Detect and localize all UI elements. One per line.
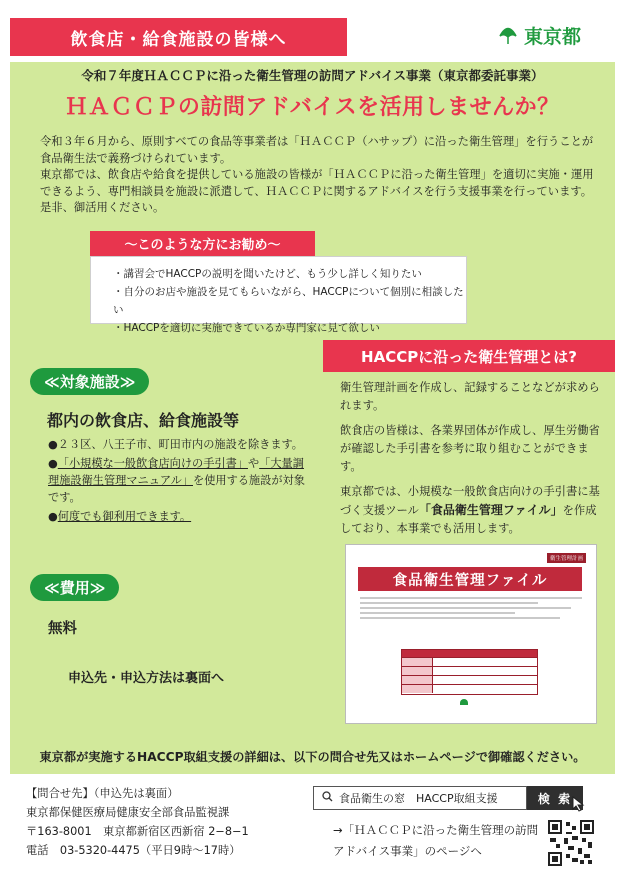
manual-text-lines bbox=[360, 597, 582, 622]
what-paragraph-2: 飲食店の皆様は、各業界団体が作成し、厚生労働省が確認した手引書を参考に取り組むことができます。 bbox=[340, 424, 600, 473]
search-button[interactable]: 検 索 bbox=[527, 786, 583, 810]
mass-cooking-manual-name: 「大量調理施設衛生管理マニュアル」 bbox=[48, 457, 304, 487]
contact-phone: 電話 03-5320-4475（平日9時～17時） bbox=[26, 844, 241, 857]
more-info-line: 東京都が実施するHACCP取組支援の詳細は、以下の問合せ先又はホームページで御確認ください。 bbox=[39, 750, 586, 764]
what-paragraph-3: 東京都では、小規模な一般飲食店向けの手引書に基づく支援ツール「食品衛生管理ファイル」を作成しており、本事業でも活用します。 bbox=[340, 485, 600, 535]
what-paragraph-1: 衛生管理計画を作成し、記録することなどが求められます。 bbox=[340, 381, 600, 412]
apply-note: 申込先・申込方法は裏面へ bbox=[68, 671, 225, 686]
ginkgo-leaf-icon bbox=[498, 27, 518, 45]
target-facility-pill: ≪対象施設≫ bbox=[30, 368, 149, 395]
search-note: →「ＨＡＣＣＰに沿った衛生管理の訪問アドバイス事業」のページへ bbox=[333, 823, 539, 858]
search-query: 食品衛生の窓 HACCP取組支援 bbox=[339, 792, 498, 805]
recommend-box bbox=[90, 256, 467, 334]
recommend-item: ・講習会でHACCPの説明を聞いたけど、もう少し詳しく知りたい bbox=[113, 268, 422, 280]
cost-value: 無料 bbox=[48, 621, 77, 637]
manual-table-graphic bbox=[401, 649, 538, 695]
contact-department: 東京都保健医療局健康安全部食品監視課 bbox=[26, 806, 230, 819]
contact-block bbox=[26, 784, 326, 860]
logo-text: 東京都 bbox=[524, 26, 582, 48]
search-input[interactable] bbox=[313, 786, 527, 810]
small-restaurant-guide-name: 「小規模な一般飲食店向けの手引書」 bbox=[57, 457, 248, 470]
what-is-haccp-heading: HACCPに沿った衛生管理とは? bbox=[323, 340, 615, 372]
recommend-item: ・HACCPを適切に実施できているか専門家に見て欲しい bbox=[113, 322, 380, 334]
headline: ＨＡＣＣＰの訪問アドバイスを活用しませんか？ bbox=[65, 95, 560, 120]
search-icon bbox=[322, 791, 333, 805]
facility-note-1: ●２３区、八王子市、町田市内の施設を除きます。 bbox=[48, 438, 303, 451]
intro-paragraph-1: 令和３年６月から、原則すべての食品等事業者は「ＨＡＣＣＰ（ハサップ）に沿った衛生管理」を行うことが食品衛生法で義務づけられています。 bbox=[40, 135, 594, 165]
qr-code-icon[interactable] bbox=[548, 820, 594, 866]
program-subtitle: 令和７年度ＨＡＣＣＰに沿った衛生管理の訪問アドバイス事業（東京都委託事業） bbox=[81, 68, 544, 83]
audience-banner: 飲食店・給食施設の皆様へ bbox=[10, 18, 347, 56]
recommend-heading: ～このような方にお勧め～ bbox=[90, 231, 315, 256]
intro-paragraph-2: 東京都では、飲食店や給食を提供している施設の皆様が「ＨＡＣＣＰに沿った衛生管理」を適切に実施・運用できるよう、専門相談員を施設に派遣して、ＨＡＣＣＰに関するアドバイスを行う支援事業を行っています。是非、御活用ください。 bbox=[40, 168, 594, 214]
target-facility-title: 都内の飲食店、給食施設等 bbox=[47, 411, 240, 430]
hygiene-file-thumbnail bbox=[345, 544, 597, 724]
manual-tag: 衛生管理計画 bbox=[547, 553, 586, 563]
hygiene-file-name: 「食品衛生管理ファイル」 bbox=[418, 503, 563, 517]
recommend-list bbox=[91, 257, 466, 337]
target-facility-notes bbox=[48, 436, 313, 527]
intro-text bbox=[40, 134, 600, 217]
recommend-item: ・自分のお店や施設を見てもらいながら、HACCPについて個別に相談したい bbox=[113, 286, 464, 316]
facility-note-2: ●「小規模な一般飲食店向けの手引書」や「大量調理施設衛生管理マニュアル」を使用する施設が対象です。 bbox=[48, 457, 305, 504]
manual-title: 食品衛生管理ファイル bbox=[358, 567, 582, 591]
facility-note-3: ●何度でも御利用できます。 bbox=[48, 510, 192, 523]
what-is-haccp-text bbox=[340, 379, 602, 545]
contact-address: 〒163-8001 東京都新宿区西新宿 2−8−1 bbox=[26, 825, 249, 838]
cost-pill: ≪費用≫ bbox=[30, 574, 119, 601]
tokyo-logo bbox=[498, 22, 581, 49]
manual-logo-icon bbox=[460, 699, 468, 705]
cursor-icon bbox=[572, 796, 586, 812]
contact-heading: 【問合せ先】（申込先は裏面） bbox=[26, 787, 179, 800]
